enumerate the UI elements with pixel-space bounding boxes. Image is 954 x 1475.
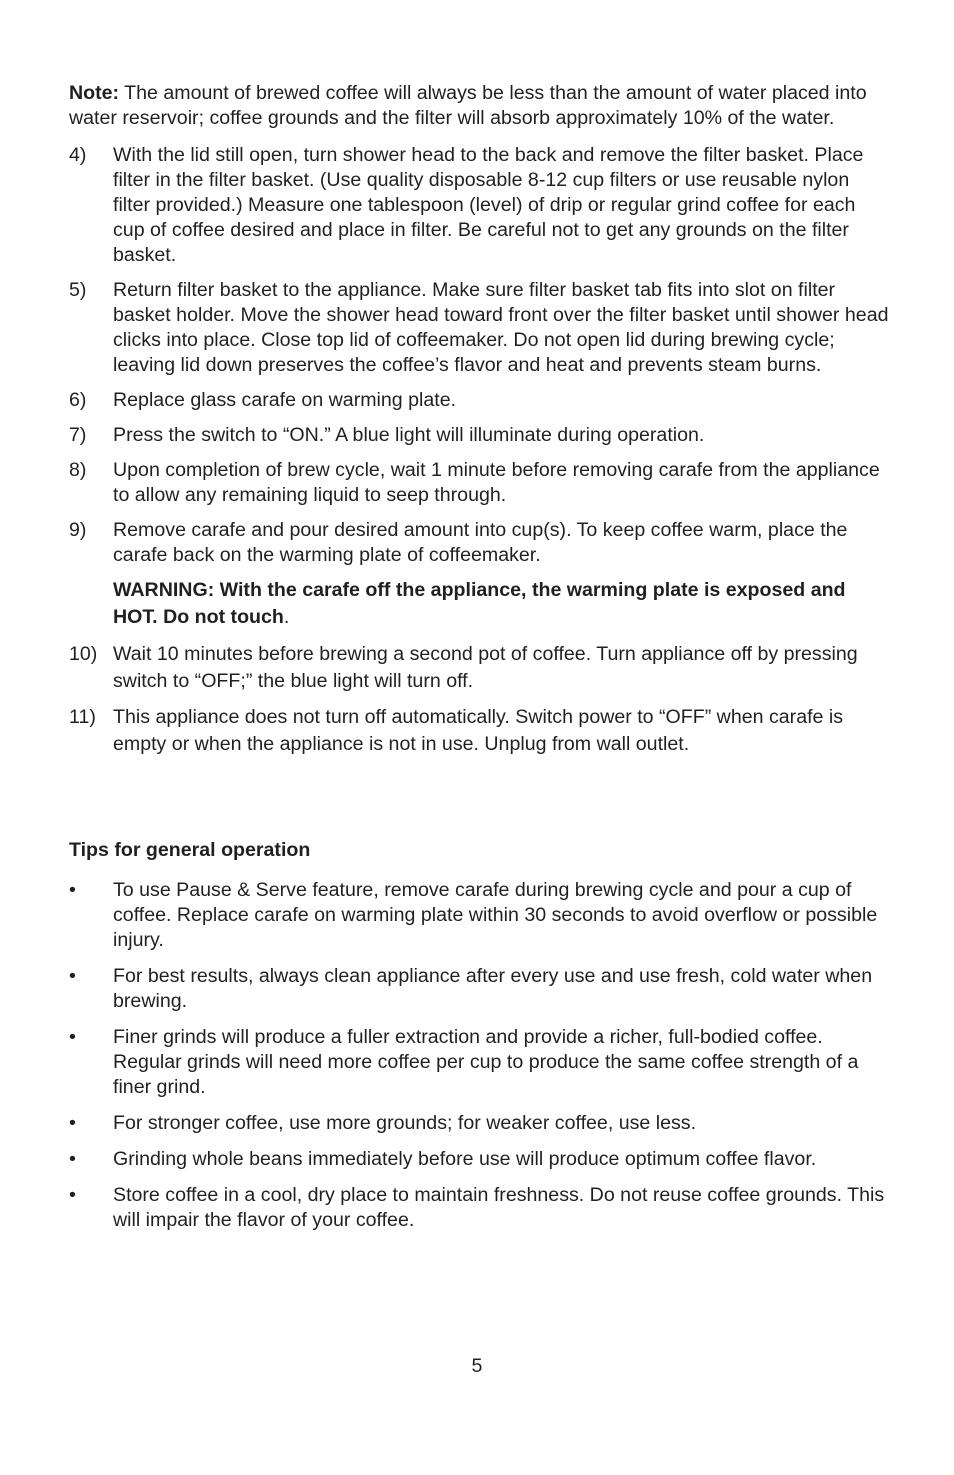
- warning-period: .: [283, 606, 290, 628]
- tip-text: For best results, always clean appliance after every use and use fresh, cold water when brewing.: [113, 965, 873, 1012]
- tip-text: Store coffee in a cool, dry place to maintain freshness. Do not reuse coffee grounds. This will impair the flavor of your coffee.: [113, 1184, 885, 1231]
- step-5: [69, 278, 889, 378]
- step-number: 5): [69, 279, 87, 301]
- step-9: [69, 518, 889, 568]
- bullet-icon: •: [69, 1184, 76, 1206]
- instruction-steps: [69, 143, 889, 568]
- step-text: Press the switch to “ON.” A blue light will illuminate during operation.: [113, 424, 705, 446]
- bullet-icon: •: [69, 879, 76, 901]
- step-6: [69, 388, 889, 413]
- tip-item: [69, 964, 889, 1014]
- tip-item: [69, 1183, 889, 1233]
- tips-heading: Tips for general operation: [69, 839, 311, 861]
- step-number: 8): [69, 459, 87, 481]
- step-text: This appliance does not turn off automatically. Switch power to “OFF” when carafe is empty or when the appliance is not in use. Unplug from wall outlet.: [113, 706, 844, 755]
- page-number: 5: [471, 1355, 483, 1377]
- step-number: 4): [69, 144, 87, 166]
- tip-text: For stronger coffee, use more grounds; for weaker coffee, use less.: [113, 1112, 697, 1134]
- step-number: 10): [69, 643, 98, 665]
- bullet-icon: •: [69, 1026, 76, 1048]
- tip-item: [69, 1025, 889, 1100]
- note-label: Note:: [69, 82, 120, 104]
- warning-text: WARNING: With the carafe off the appliance, the warming plate is exposed and HOT. Do not touch: [113, 579, 846, 628]
- step-text: Wait 10 minutes before brewing a second pot of coffee. Turn appliance off by pressing switch to “OFF;” the blue light will turn off.: [113, 643, 858, 692]
- bullet-icon: •: [69, 1112, 76, 1134]
- bullet-icon: •: [69, 965, 76, 987]
- step-11: [69, 704, 889, 758]
- step-text: Replace glass carafe on warming plate.: [113, 389, 457, 411]
- step-text: Return filter basket to the appliance. Make sure filter basket tab fits into slot on filter basket holder. Move the shower head toward front over the filter basket until shower head clicks into place. Close top lid of coffeemaker. Do not open lid during brewing cycle; leaving lid down preserves the coffee’s flavor and heat and prevents steam burns.: [113, 279, 889, 376]
- warning-paragraph: [69, 577, 889, 631]
- tip-text: Finer grinds will produce a fuller extraction and provide a richer, full-bodied coffee. Regular grinds will need more coffee per cup to produce the same coffee strength of a finer grind.: [113, 1026, 859, 1098]
- tip-text: To use Pause & Serve feature, remove carafe during brewing cycle and pour a cup of coffee. Replace carafe on warming plate within 30 seconds to avoid overflow or possible injury.: [113, 879, 878, 951]
- step-10: [69, 641, 889, 695]
- bullet-icon: •: [69, 1148, 76, 1170]
- step-number: 7): [69, 424, 87, 446]
- tip-item: [69, 1147, 889, 1172]
- tip-text: Grinding whole beans immediately before use will produce optimum coffee flavor.: [113, 1148, 817, 1170]
- step-4: [69, 143, 889, 268]
- tip-item: [69, 878, 889, 953]
- step-number: 9): [69, 519, 87, 541]
- tips-list: [69, 878, 889, 1233]
- step-text: With the lid still open, turn shower head to the back and remove the filter basket. Place filter in the filter basket. (Use quality disposable 8-12 cup filters or use reusable nylon filter provided.) Measure one tablespoon (level) of drip or regular grind coffee for each cup of coffee desired and place in filter. Be careful not to get any grounds on the filter basket.: [113, 144, 864, 266]
- step-text: Upon completion of brew cycle, wait 1 minute before removing carafe from the appliance to allow any remaining liquid to seep through.: [113, 459, 880, 506]
- instruction-steps-continued: [69, 641, 889, 758]
- manual-page: [69, 81, 889, 1244]
- note-text: The amount of brewed coffee will always be less than the amount of water placed into water reservoir; coffee grounds and the filter will absorb approximately 10% of the water.: [69, 82, 867, 129]
- step-number: 11): [69, 706, 96, 728]
- step-number: 6): [69, 389, 87, 411]
- note-paragraph: [69, 81, 889, 131]
- step-8: [69, 458, 889, 508]
- step-7: [69, 423, 889, 448]
- tip-item: [69, 1111, 889, 1136]
- step-text: Remove carafe and pour desired amount into cup(s). To keep coffee warm, place the carafe back on the warming plate of coffeemaker.: [113, 519, 848, 566]
